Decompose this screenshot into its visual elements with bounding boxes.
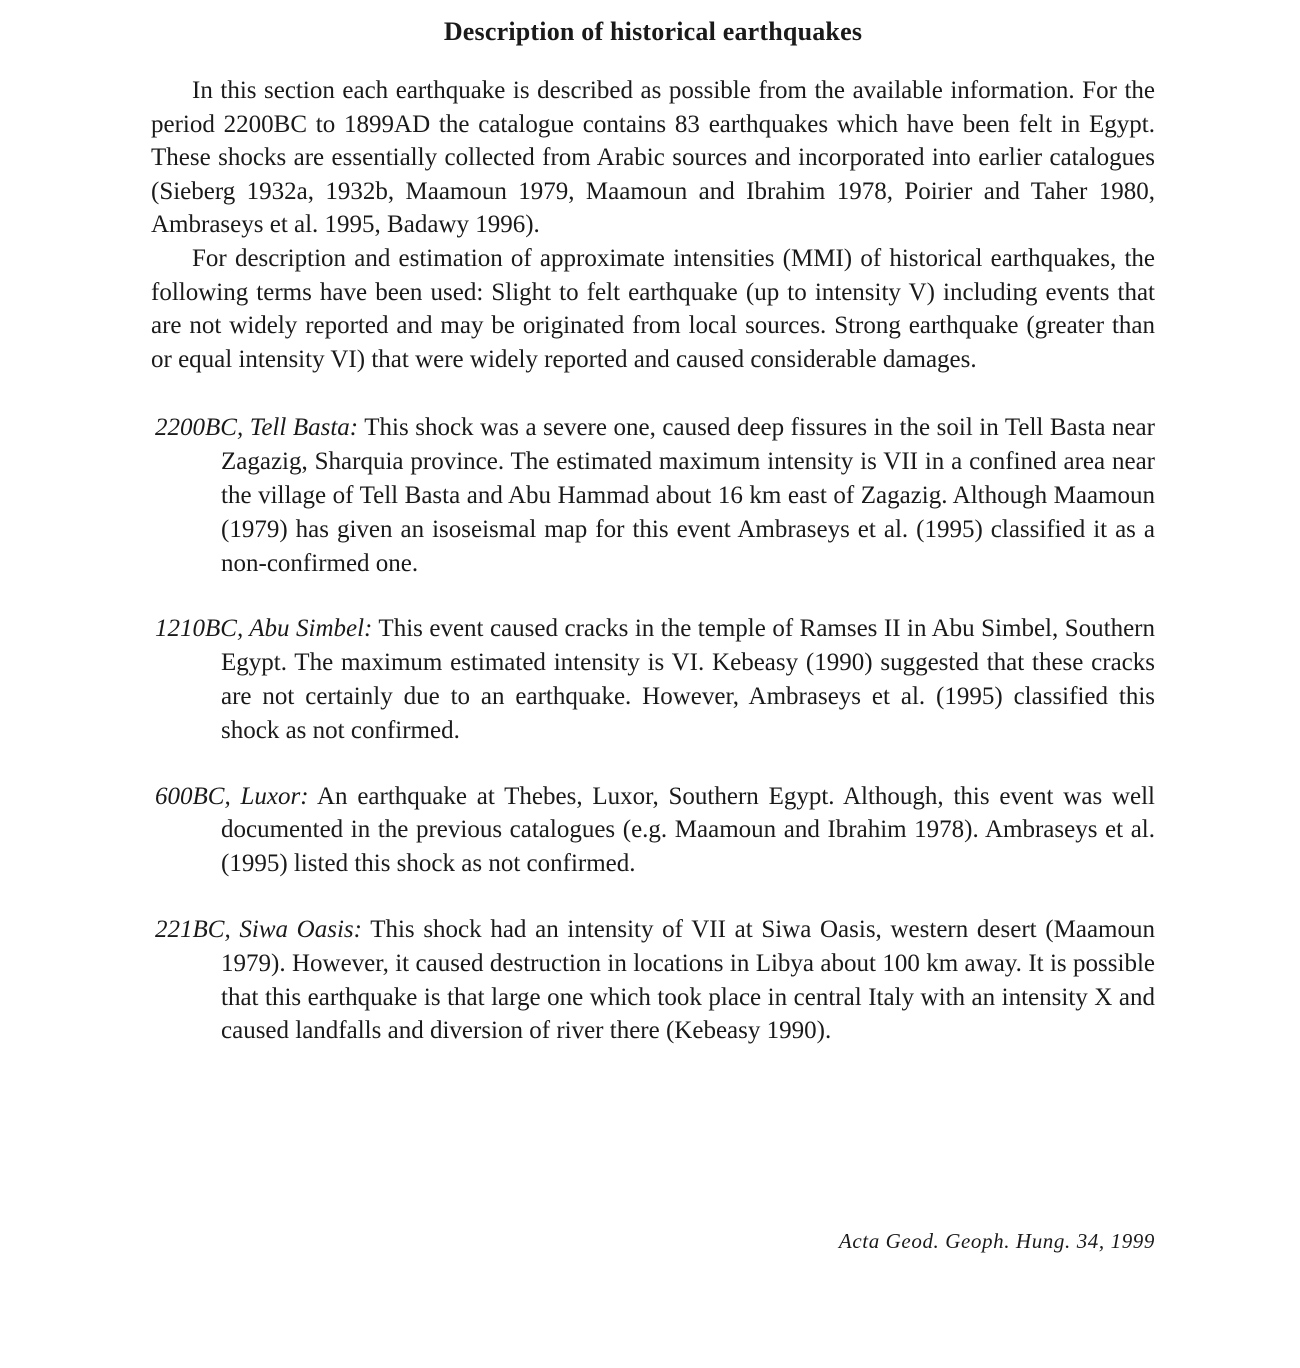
document-page [151,14,1155,1080]
earthquake-entry [151,411,1155,580]
entry-text: This shock was a severe one, caused deep fissures in the soil in Tell Basta near Zagazig, Sharquia province. The estimated maximum intensity is VII in a confined area near the village of Tell Basta and Abu Hammad about 16 km east of Zagazig. Although Maamoun (1979) has given an isoseismal map for this event Ambraseys et al. (1995) classified it as a non-confirmed one. [221,414,1155,577]
entry-text: This event caused cracks in the temple of Ramses II in Abu Simbel, Southern Egypt. The maximum estimated intensity is VI. Kebeasy (1990) suggested that these cracks are not certainly due to an earthquake. However, Ambraseys et al. (1995) classified this shock as not confirmed. [221,615,1155,744]
earthquake-entry [151,913,1155,1048]
section-title: Description of historical earthquakes [443,17,863,46]
entry-heading: 600BC, Luxor: [155,782,309,810]
journal-footer: Acta Geod. Geoph. Hung. 34, 1999 [838,1229,1155,1253]
entry-heading: 221BC, Siwa Oasis: [155,915,362,943]
entry-heading: 1210BC, Abu Simbel: [155,615,373,643]
earthquake-entries [151,411,1155,1048]
entry-text: An earthquake at Thebes, Luxor, Southern Egypt. Although, this event was well documented in the previous catalogues (e.g. Maamoun and Ibrahim 1978). Ambraseys et al. (1995) listed this shock as not confirmed. [221,782,1156,878]
entry-heading: 2200BC, Tell Basta: [155,414,359,442]
earthquake-entry [151,612,1155,747]
earthquake-entry [151,780,1155,881]
intro-paragraph: In this section each earthquake is described as possible from the available information. For the period 2200BC to 1899AD the catalogue contains 83 earthquakes which have been felt in Egypt. These shocks are essentially collected from Arabic sources and incorporated into earlier catalogues (Sieberg 1932a, 1932b, Maamoun 1979, Maamoun and Ibrahim 1978, Poirier and Taher 1980, Ambraseys et al. 1995, Badawy 1996). [151,77,1155,239]
entry-text: This shock had an intensity of VII at Siwa Oasis, western desert (Maamoun 1979). However, it caused destruction in locations in Libya about 100 km away. It is possible that this earthquake is that large one which took place in central Italy with an intensity X and caused landfalls and diversion of river there (Kebeasy 1990). [221,915,1155,1045]
intensity-terms-paragraph: For description and estimation of approximate intensities (MMI) of historical earthquakes, the following terms have been used: Slight to felt earthquake (up to intensity V) including events that are not widely reported and may be originated from local sources. Strong earthquake (greater than or equal intensity VI) that were widely reported and caused considerable damages. [151,244,1155,373]
